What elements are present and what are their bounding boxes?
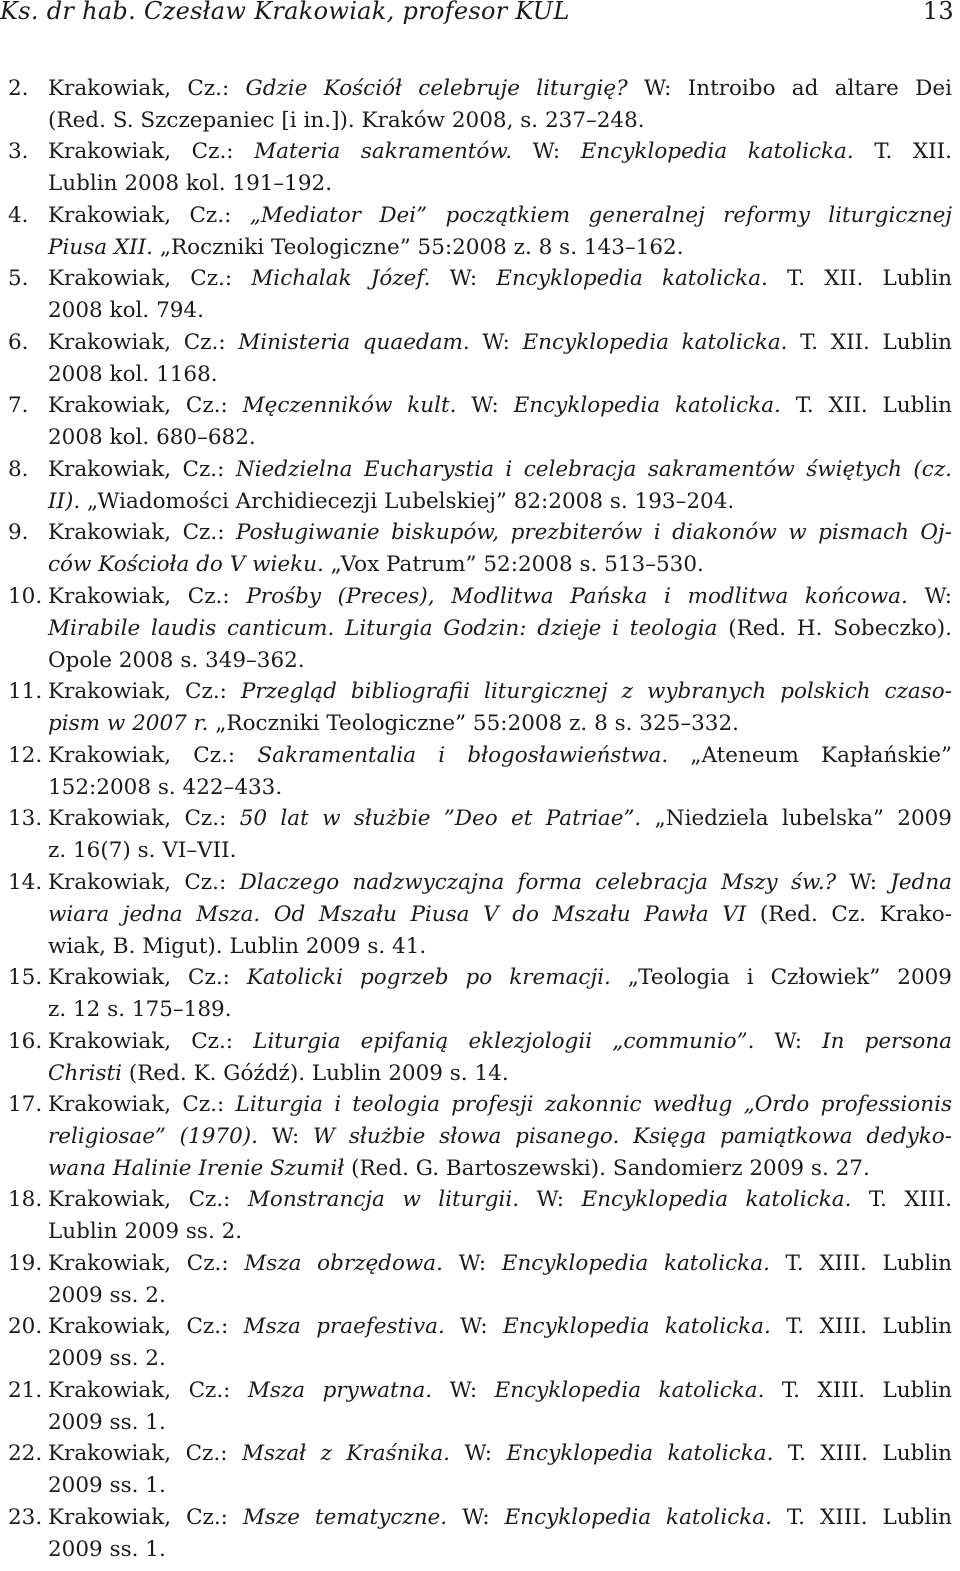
entry-line bbox=[48, 295, 952, 327]
entry-line bbox=[48, 232, 952, 264]
italic-title-segment: Liturgia i teologia profesji zakonnic według „Ordo professionis bbox=[235, 1092, 952, 1117]
italic-title-segment: pism w 2007 r. bbox=[48, 710, 209, 736]
text-segment: W: Introibo ad altare Dei bbox=[627, 76, 952, 101]
entry-line bbox=[48, 962, 952, 994]
page-number: 13 bbox=[922, 0, 954, 25]
text-segment: (Red. Cz. Krako- bbox=[746, 901, 952, 927]
entry-text bbox=[48, 867, 952, 962]
text-segment: Krakowiak, Cz.: bbox=[48, 806, 240, 831]
text-segment: W: bbox=[754, 1029, 823, 1054]
text-segment: Krakowiak, Cz.: bbox=[48, 1314, 244, 1339]
italic-title-segment: Encyklopedia katolicka. bbox=[494, 1378, 765, 1403]
italic-title-segment: 50 lat w służbie ”Deo et Patriae”. bbox=[239, 806, 642, 831]
italic-title-segment: II). bbox=[48, 488, 81, 514]
italic-title-segment: Prośby (Preces), Modlitwa Pańska i modlitwa końcowa. bbox=[246, 584, 908, 609]
entry-line bbox=[48, 73, 952, 105]
italic-title-segment: Jedna bbox=[890, 870, 952, 895]
text-segment: W: bbox=[512, 139, 581, 164]
italic-title-segment: Encyklopedia katolicka. bbox=[496, 266, 768, 291]
entry-number: 23. bbox=[8, 1505, 43, 1530]
italic-title-segment: Monstrancja w liturgii. bbox=[247, 1187, 520, 1212]
italic-title-segment: Christi bbox=[48, 1060, 123, 1086]
entry-line bbox=[48, 772, 952, 804]
italic-title-segment: Materia sakramentów. bbox=[254, 139, 513, 164]
text-segment: Krakowiak, Cz.: bbox=[48, 1505, 243, 1530]
entry-line bbox=[48, 740, 952, 772]
text-segment: Krakowiak, Cz.: bbox=[48, 870, 240, 895]
running-header bbox=[0, 0, 954, 33]
italic-title-segment: Encyklopedia katolicka. bbox=[504, 1505, 772, 1530]
entry-line bbox=[48, 1026, 952, 1058]
italic-title-segment: Encyklopedia katolicka. bbox=[581, 1187, 852, 1212]
italic-title-segment: Msza praefestiva. bbox=[243, 1314, 445, 1339]
entry-text bbox=[48, 1184, 952, 1248]
text-segment: Krakowiak, Cz.: bbox=[48, 1441, 242, 1466]
entry-number: 22. bbox=[8, 1441, 43, 1466]
entry-line bbox=[48, 200, 952, 232]
text-segment: „Vox Patrum” 52:2008 s. 513–530. bbox=[323, 551, 704, 577]
text-segment: Krakowiak, Cz.: bbox=[48, 584, 247, 609]
bibliography-entry bbox=[8, 454, 952, 518]
bibliography-entry bbox=[8, 517, 952, 581]
text-segment: Krakowiak, Cz.: bbox=[48, 139, 255, 164]
entry-number: 5. bbox=[8, 266, 29, 291]
bibliography-entry bbox=[8, 263, 952, 327]
entry-text bbox=[48, 676, 952, 740]
entry-line bbox=[48, 359, 952, 391]
entry-line bbox=[48, 486, 952, 518]
entry-line bbox=[48, 613, 952, 645]
entry-text bbox=[48, 1248, 952, 1312]
text-segment: „Wiadomości Archidiecezji Lubelskiej” 82:2008 s. 193–204. bbox=[80, 488, 735, 514]
bibliography-entry bbox=[8, 867, 952, 962]
entry-text bbox=[48, 962, 952, 1026]
entry-text bbox=[48, 740, 952, 804]
text-segment: (Red. G. Bartoszewski). Sandomierz 2009 s. 27. bbox=[344, 1155, 870, 1181]
italic-title-segment: Posługiwanie biskupów, prezbiterów i diakonów w pismach Oj- bbox=[235, 520, 952, 545]
text-segment: 2008 kol. 794. bbox=[48, 297, 204, 323]
text-segment: T. XII. Lublin bbox=[780, 393, 952, 418]
entry-line bbox=[48, 1058, 952, 1090]
italic-title-segment: ców Kościoła do V wieku. bbox=[48, 551, 324, 577]
entry-line bbox=[48, 105, 952, 137]
entry-line bbox=[48, 1153, 952, 1185]
entry-line bbox=[48, 708, 952, 740]
text-segment: T. XII. Lublin bbox=[787, 330, 952, 355]
entry-number: 2. bbox=[8, 76, 29, 101]
italic-title-segment: religiosae” (1970). bbox=[48, 1123, 258, 1149]
text-segment: W: bbox=[444, 1314, 504, 1339]
entry-line bbox=[48, 1121, 952, 1153]
entry-text bbox=[48, 1089, 952, 1184]
entry-number: 7. bbox=[8, 393, 29, 418]
entry-number: 14. bbox=[8, 870, 43, 895]
text-segment: T. XIII. bbox=[851, 1187, 952, 1212]
entry-line bbox=[48, 835, 952, 867]
bibliography-entry bbox=[8, 803, 952, 867]
entry-line bbox=[48, 1216, 952, 1248]
entry-text bbox=[48, 327, 952, 391]
entry-line bbox=[48, 1470, 952, 1502]
italic-title-segment: Piusa XII. bbox=[48, 234, 154, 260]
italic-title-segment: Mirabile laudis canticum. Liturgia Godzin: dzieje i teologia bbox=[48, 615, 718, 641]
text-segment: (Red. H. Sobeczko). bbox=[717, 615, 952, 641]
text-segment: T. XIII. Lublin bbox=[770, 1314, 952, 1339]
italic-title-segment: Encyklopedia katolicka. bbox=[522, 330, 788, 355]
bibliography-entry bbox=[8, 1248, 952, 1312]
bibliography-entry bbox=[8, 327, 952, 391]
text-segment: T. XIII. Lublin bbox=[771, 1505, 952, 1530]
entry-line bbox=[48, 136, 952, 168]
entry-number: 6. bbox=[8, 330, 29, 355]
entry-line bbox=[48, 899, 952, 931]
text-segment: 2009 ss. 1. bbox=[48, 1536, 166, 1562]
bibliography-entry bbox=[8, 1026, 952, 1090]
italic-title-segment: W służbie słowa pisanego. Księga pamiątkowa dedyko- bbox=[313, 1123, 952, 1149]
italic-title-segment: Msza prywatna. bbox=[247, 1378, 433, 1403]
italic-title-segment: Encyklopedia katolicka. bbox=[503, 1314, 771, 1339]
text-segment: (Red. K. Góźdź). Lublin 2009 s. 14. bbox=[122, 1060, 509, 1086]
entry-line bbox=[48, 549, 952, 581]
text-segment: 2009 ss. 1. bbox=[48, 1472, 166, 1498]
bibliography-entry bbox=[8, 740, 952, 804]
text-segment: W: bbox=[442, 1251, 502, 1276]
text-segment: 2008 kol. 680–682. bbox=[48, 424, 256, 450]
text-segment: T. XII. bbox=[853, 139, 952, 164]
bibliography-entry bbox=[8, 390, 952, 454]
entry-text bbox=[48, 454, 952, 518]
text-segment: W: bbox=[456, 393, 514, 418]
entry-line bbox=[48, 1502, 952, 1534]
text-segment: Krakowiak, Cz.: bbox=[48, 266, 252, 291]
entry-number: 19. bbox=[8, 1251, 43, 1276]
italic-title-segment: Encyklopedia katolicka. bbox=[501, 1251, 770, 1276]
entry-number: 20. bbox=[8, 1314, 43, 1339]
entry-text bbox=[48, 263, 952, 327]
entry-number: 8. bbox=[8, 457, 29, 482]
entry-line bbox=[48, 1343, 952, 1375]
bibliography-entry bbox=[8, 200, 952, 264]
entry-text bbox=[48, 803, 952, 867]
italic-title-segment: Encyklopedia katolicka. bbox=[506, 1441, 774, 1466]
text-segment: Krakowiak, Cz.: bbox=[48, 1378, 248, 1403]
italic-title-segment: Mszał z Kraśnika. bbox=[241, 1441, 451, 1466]
text-segment: Krakowiak, Cz.: bbox=[48, 393, 243, 418]
entry-number: 10. bbox=[8, 584, 43, 609]
text-segment: z. 12 s. 175–189. bbox=[48, 996, 232, 1022]
italic-title-segment: Sakramentalia i błogosławieństwa. bbox=[257, 743, 669, 768]
italic-title-segment: Gdzie Kościół celebruje liturgię? bbox=[245, 76, 628, 101]
entry-text bbox=[48, 390, 952, 454]
italic-title-segment: Ministeria quaedam. bbox=[238, 330, 470, 355]
text-segment: 2009 ss. 2. bbox=[48, 1345, 166, 1371]
entry-line bbox=[48, 327, 952, 359]
entry-line bbox=[48, 867, 952, 899]
running-header-title: Ks. dr hab. Czesław Krakowiak, profesor KUL bbox=[0, 0, 570, 25]
entry-text bbox=[48, 1438, 952, 1502]
entry-line bbox=[48, 454, 952, 486]
entry-number: 3. bbox=[8, 139, 29, 164]
italic-title-segment: Encyklopedia katolicka. bbox=[580, 139, 854, 164]
entry-text bbox=[48, 1026, 952, 1090]
italic-title-segment: Męczenników kult. bbox=[242, 393, 457, 418]
entry-line bbox=[48, 1248, 952, 1280]
text-segment: T. XIII. Lublin bbox=[773, 1441, 952, 1466]
entry-number: 18. bbox=[8, 1187, 43, 1212]
text-segment: T. XIII. Lublin bbox=[769, 1251, 952, 1276]
text-segment: W: bbox=[258, 1123, 313, 1149]
bibliography-entry bbox=[8, 1184, 952, 1248]
entry-line bbox=[48, 994, 952, 1026]
entry-text bbox=[48, 136, 952, 200]
text-segment: Krakowiak, Cz.: bbox=[48, 76, 246, 101]
entry-text bbox=[48, 581, 952, 676]
italic-title-segment: Katolicki pogrzeb po kremacji. bbox=[246, 965, 611, 990]
text-segment: T. XII. Lublin bbox=[767, 266, 952, 291]
italic-title-segment: Dlaczego nadzwyczajna forma celebracja Mszy św.? bbox=[239, 870, 837, 895]
text-segment: „Ateneum Kapłańskie” bbox=[668, 743, 952, 768]
entry-number: 15. bbox=[8, 965, 43, 990]
text-segment: Krakowiak, Cz.: bbox=[48, 520, 236, 545]
entry-text bbox=[48, 73, 952, 137]
text-segment: „Roczniki Teologiczne” 55:2008 z. 8 s. 325–332. bbox=[208, 710, 739, 736]
entry-line bbox=[48, 1375, 952, 1407]
italic-title-segment: Msza obrzędowa. bbox=[244, 1251, 443, 1276]
text-segment: 2009 ss. 1. bbox=[48, 1409, 166, 1435]
text-segment: Krakowiak, Cz.: bbox=[48, 1251, 245, 1276]
entry-line bbox=[48, 390, 952, 422]
text-segment: W: bbox=[450, 1441, 507, 1466]
text-segment: 152:2008 s. 422–433. bbox=[48, 774, 283, 800]
entry-line bbox=[48, 263, 952, 295]
text-segment: (Red. S. Szczepaniec [i in.]). Kraków 2008, s. 237–248. bbox=[48, 107, 645, 133]
italic-title-segment: Przegląd bibliografii liturgicznej z wybranych polskich czaso- bbox=[240, 679, 952, 704]
entry-line bbox=[48, 1089, 952, 1121]
entry-line bbox=[48, 1534, 952, 1566]
entry-number: 4. bbox=[8, 203, 29, 228]
entry-text bbox=[48, 200, 952, 264]
entry-number: 16. bbox=[8, 1029, 43, 1054]
entry-text bbox=[48, 517, 952, 581]
bibliography-entry bbox=[8, 581, 952, 676]
text-segment: „Roczniki Teologiczne” 55:2008 z. 8 s. 143–162. bbox=[153, 234, 684, 260]
text-segment: W: bbox=[447, 1505, 505, 1530]
italic-title-segment: Encyklopedia katolicka. bbox=[513, 393, 781, 418]
bibliography-entry bbox=[8, 136, 952, 200]
italic-title-segment: wiara jedna Msza. Od Mszału Piusa V do Mszału Pawła VI bbox=[48, 901, 747, 927]
entry-text bbox=[48, 1502, 952, 1566]
text-segment: Krakowiak, Cz.: bbox=[48, 1092, 236, 1117]
entry-text bbox=[48, 1375, 952, 1439]
text-segment: Opole 2008 s. 349–362. bbox=[48, 647, 305, 673]
entry-line bbox=[48, 645, 952, 677]
text-segment: 2008 kol. 1168. bbox=[48, 361, 218, 387]
text-segment: W: bbox=[430, 266, 497, 291]
entry-line bbox=[48, 168, 952, 200]
italic-title-segment: Liturgia epifanią eklezjologii „communio”. bbox=[253, 1029, 755, 1054]
entry-line bbox=[48, 803, 952, 835]
entry-number: 12. bbox=[8, 743, 43, 768]
italic-title-segment: „Mediator Dei” początkiem generalnej reformy liturgicznej bbox=[249, 203, 952, 228]
entry-line bbox=[48, 1311, 952, 1343]
entry-text bbox=[48, 1311, 952, 1375]
text-segment: Krakowiak, Cz.: bbox=[48, 965, 247, 990]
entry-line bbox=[48, 1280, 952, 1312]
text-segment: W: bbox=[519, 1187, 582, 1212]
text-segment: Lublin 2008 kol. 191–192. bbox=[48, 170, 333, 196]
text-segment: W: bbox=[469, 330, 523, 355]
bibliography-entry bbox=[8, 1438, 952, 1502]
text-segment: Krakowiak, Cz.: bbox=[48, 330, 239, 355]
bibliography-entry bbox=[8, 676, 952, 740]
entry-line bbox=[48, 1407, 952, 1439]
italic-title-segment: Msze tematyczne. bbox=[242, 1505, 448, 1530]
bibliography-entry bbox=[8, 1089, 952, 1184]
text-segment: „Teologia i Człowiek” 2009 bbox=[610, 965, 952, 990]
entry-line bbox=[48, 1184, 952, 1216]
text-segment: z. 16(7) s. VI–VII. bbox=[48, 837, 237, 863]
bibliography-entry bbox=[8, 1502, 952, 1566]
text-segment: wiak, B. Migut). Lublin 2009 s. 41. bbox=[48, 933, 427, 959]
text-segment: Krakowiak, Cz.: bbox=[48, 203, 250, 228]
entry-line bbox=[48, 581, 952, 613]
entry-number: 13. bbox=[8, 806, 43, 831]
bibliography-entry bbox=[8, 962, 952, 1026]
italic-title-segment: In persona bbox=[822, 1029, 952, 1054]
entry-number: 9. bbox=[8, 520, 29, 545]
text-segment: T. XIII. Lublin bbox=[764, 1378, 952, 1403]
text-segment: „Niedziela lubelska” 2009 bbox=[641, 806, 952, 831]
bibliography-entry bbox=[8, 73, 952, 137]
entry-number: 11. bbox=[8, 679, 43, 704]
text-segment: 2009 ss. 2. bbox=[48, 1282, 166, 1308]
entry-line bbox=[48, 517, 952, 549]
entry-line bbox=[48, 422, 952, 454]
text-segment: Krakowiak, Cz.: bbox=[48, 1029, 254, 1054]
text-segment: Krakowiak, Cz.: bbox=[48, 457, 236, 482]
bibliography-entry bbox=[8, 1375, 952, 1439]
text-segment: W: bbox=[836, 870, 891, 895]
italic-title-segment: Michalak Józef. bbox=[251, 266, 431, 291]
text-segment: W: bbox=[432, 1378, 495, 1403]
italic-title-segment: wana Halinie Irenie Szumił bbox=[48, 1155, 345, 1181]
text-segment: Lublin 2009 ss. 2. bbox=[48, 1218, 243, 1244]
bibliography-entry bbox=[8, 1311, 952, 1375]
entry-line bbox=[48, 931, 952, 963]
entry-line bbox=[48, 1438, 952, 1470]
text-segment: Krakowiak, Cz.: bbox=[48, 1187, 248, 1212]
italic-title-segment: Niedzielna Eucharystia i celebracja sakramentów świętych (cz. bbox=[235, 457, 952, 482]
entry-number: 17. bbox=[8, 1092, 43, 1117]
text-segment: Krakowiak, Cz.: bbox=[48, 743, 258, 768]
text-segment: Krakowiak, Cz.: bbox=[48, 679, 241, 704]
entry-number: 21. bbox=[8, 1378, 43, 1403]
text-segment: W: bbox=[907, 584, 952, 609]
entry-line bbox=[48, 676, 952, 708]
